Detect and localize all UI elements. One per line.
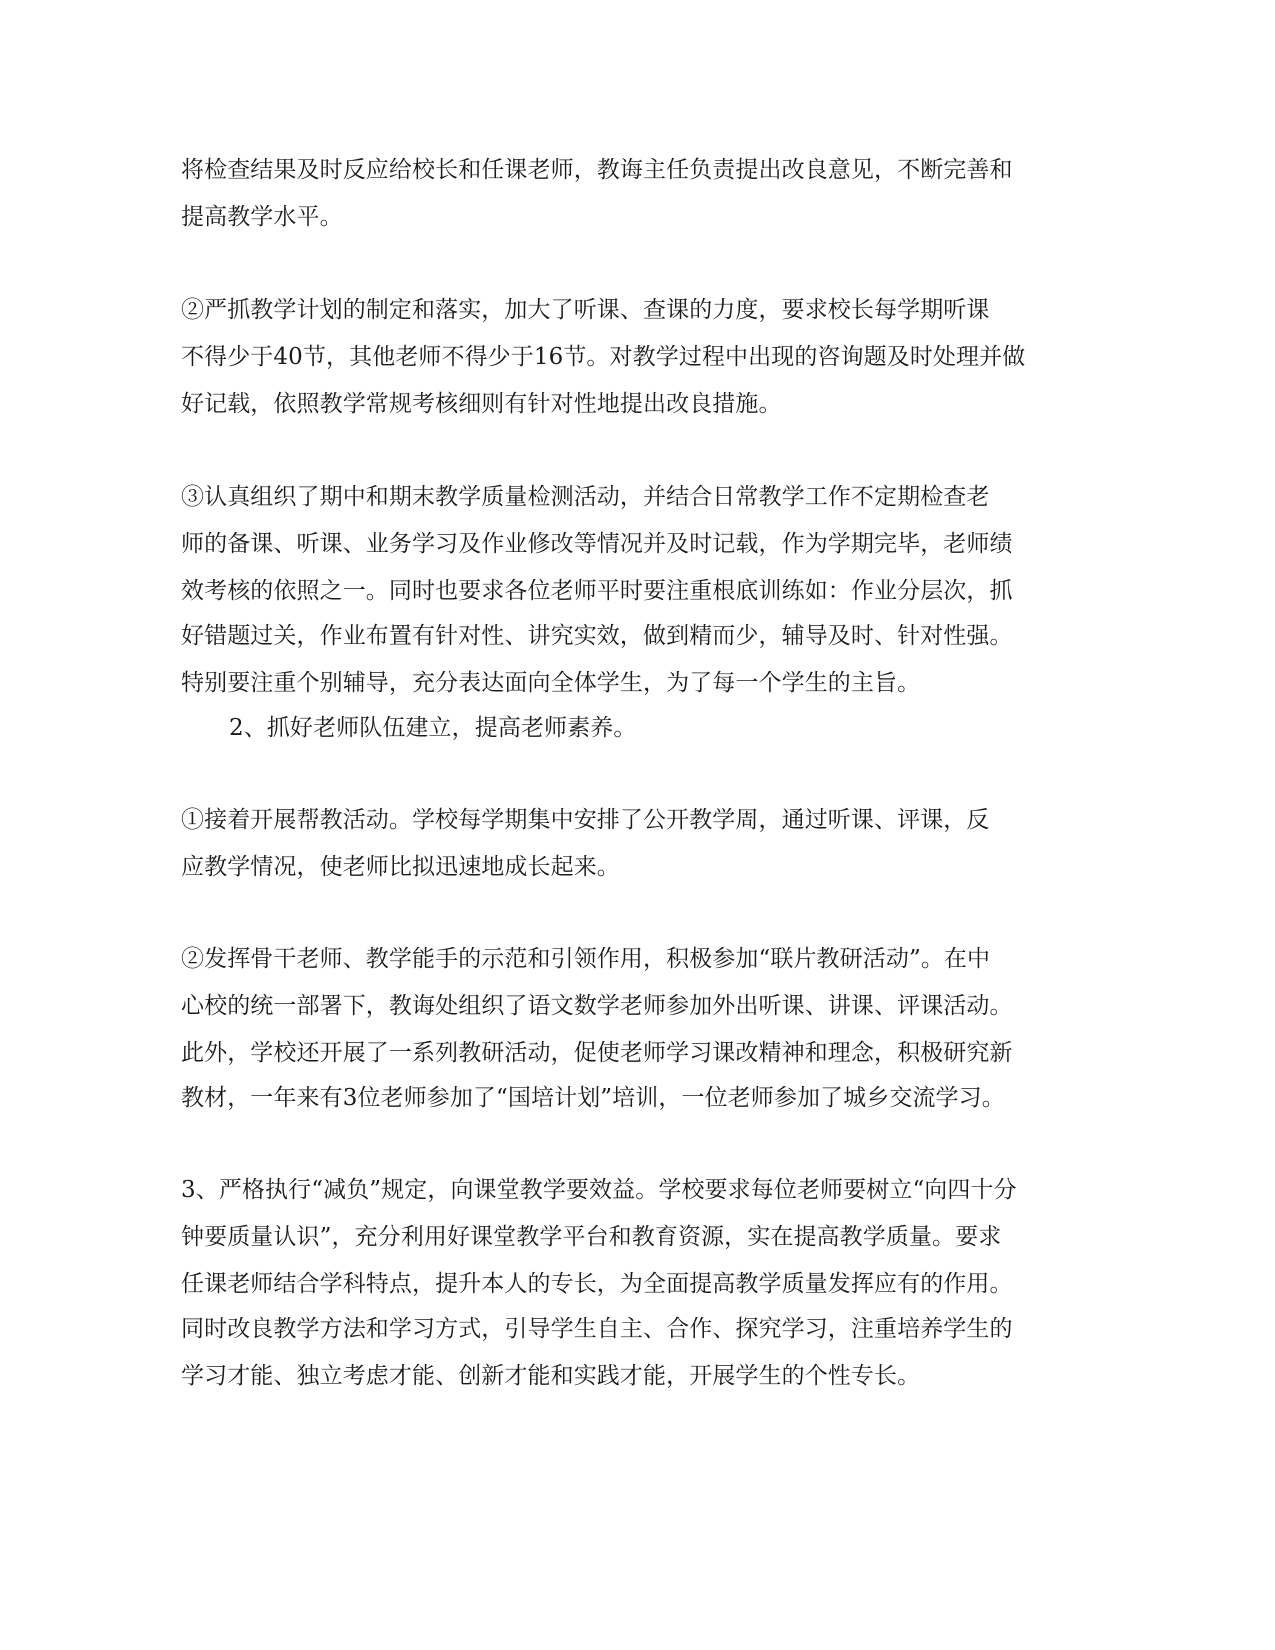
text-line: 好记载，依照教学常规考核细则有针对性地提出改良措施。 xyxy=(181,391,782,417)
text-line: 心校的统一部署下，教诲处组织了语文数学老师参加外出听课、讲课、评课活动。 xyxy=(181,993,1013,1019)
text-line: 任课老师结合学科特点，提升本人的专长，为全面提高教学质量发挥应有的作用。 xyxy=(181,1271,1013,1297)
text-line: 将检查结果及时反应给校长和任课老师，教诲主任负责提出改良意见，不断完善和 xyxy=(181,157,1013,183)
text-line: 同时改良教学方法和学习方式，引导学生自主、合作、探究学习，注重培养学生的 xyxy=(181,1316,1013,1342)
text-line: 应教学情况，使老师比拟迅速地成长起来。 xyxy=(181,854,620,880)
text-line: ③认真组织了期中和期末教学质量检测活动，并结合日常教学工作不定期检查老 xyxy=(181,484,990,510)
text-line: 学习才能、独立考虑才能、创新才能和实践才能，开展学生的个性专长。 xyxy=(181,1363,921,1389)
text-line: 教材，一年来有3位老师参加了“国培计划”培训，一位老师参加了城乡交流学习。 xyxy=(181,1085,1005,1111)
text-line: ②严抓教学计划的制定和落实，加大了听课、查课的力度，要求校长每学期听课 xyxy=(181,297,990,323)
text-line: 好错题过关，作业布置有针对性、讲究实效，做到精而少，辅导及时、针对性强。 xyxy=(181,623,1013,649)
text-line: 提高教学水平。 xyxy=(181,204,343,230)
text-line: 效考核的依照之一。同时也要求各位老师平时要注重根底训练如：作业分层次，抓 xyxy=(181,578,1013,604)
text-line: 特别要注重个别辅导，充分表达面向全体学生，为了每一个学生的主旨。 xyxy=(181,670,921,696)
section-heading: 2、抓好老师队伍建立，提高老师素养。 xyxy=(229,715,637,741)
text-line: ①接着开展帮教活动。学校每学期集中安排了公开教学周，通过听课、评课，反 xyxy=(181,807,990,833)
text-line: 此外，学校还开展了一系列教研活动，促使老师学习课改精神和理念，积极研究新 xyxy=(181,1040,1013,1066)
text-line: 不得少于40节，其他老师不得少于16节。对教学过程中出现的咨询题及时处理并做 xyxy=(181,344,1026,370)
text-line: 师的备课、听课、业务学习及作业修改等情况并及时记载，作为学期完毕，老师绩 xyxy=(181,531,1013,557)
text-line: ②发挥骨干老师、教学能手的示范和引领作用，积极参加“联片教研活动”。在中 xyxy=(181,946,991,972)
text-line: 钟要质量认识”，充分利用好课堂教学平台和教育资源，实在提高教学质量。要求 xyxy=(181,1224,1002,1250)
text-line: 3、严格执行“减负”规定，向课堂教学要效益。学校要求每位老师要树立“向四十分 xyxy=(181,1177,1017,1203)
